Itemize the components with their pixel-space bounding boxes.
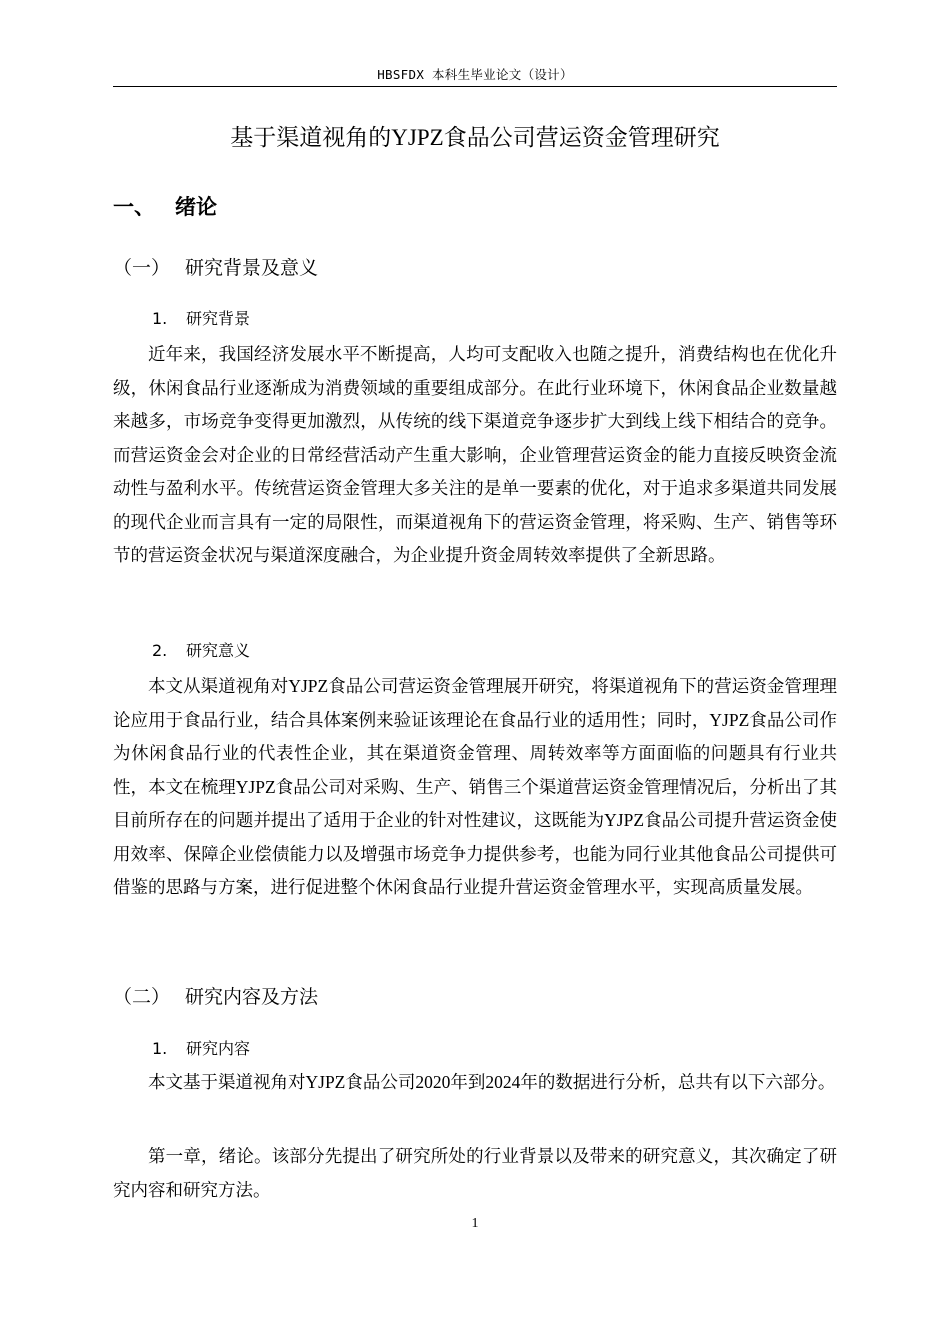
subsection-title-significance: 研究意义	[186, 641, 251, 660]
section-number-2: （二）	[113, 986, 171, 1008]
paragraph-significance: 本文从渠道视角对YJPZ食品公司营运资金管理展开研究，将渠道视角下的营运资金管理理论应用于食品行业，结合具体案例来验证该理论在食品行业的适用性；同时，YJPZ食品公司作为休闲食品行业的代表性企业，其在渠道资金管理、周转效率等方面面临的问题具有行业共性，本文在梳理YJPZ食品公司对采购、生产、销售三个渠道营运资金管理情况后，分析出了其目前所存在的问题并提出了适用于企业的针对性建议，这既能为YJPZ食品公司提升营运资金使用效率、保障企业偿债能力以及增强市场竞争力提供参考，也能为同行业其他食品公司提供可借鉴的思路与方案，进行促进整个休闲食品行业提升营运资金管理水平，实现高质量发展。	[113, 676, 837, 897]
chapter-title: 绪论	[175, 195, 217, 219]
paragraph-background: 近年来，我国经济发展水平不断提高，人均可支配收入也随之提升，消费结构也在优化升级，休闲食品行业逐渐成为消费领域的重要组成部分。在此行业环境下，休闲食品企业数量越来越多，市场竞争变得更加激烈，从传统的线下渠道竞争逐步扩大到线上线下相结合的竞争。而营运资金会对企业的日常经营活动产生重大影响，企业管理营运资金的能力直接反映资金流动性与盈利水平。传统营运资金管理大多关注的是单一要素的优化，对于追求多渠道共同发展的现代企业而言具有一定的局限性，而渠道视角下的营运资金管理，将采购、生产、销售等环节的营运资金状况与渠道深度融合，为企业提升资金周转效率提供了全新思路。	[113, 344, 837, 565]
chapter-number: 一、	[113, 195, 155, 219]
chapter-heading	[113, 190, 837, 224]
paragraph-content-intro: 本文基于渠道视角对YJPZ食品公司2020年到2024年的数据进行分析，总共有以下六部分。	[148, 1072, 836, 1092]
subsection-title-background: 研究背景	[186, 309, 251, 328]
subsection-number-content: 1.	[152, 1039, 168, 1058]
subsection-heading-background	[152, 306, 832, 332]
section-heading-2	[113, 982, 837, 1012]
subsection-heading-content	[152, 1036, 832, 1062]
page-number: 1	[471, 1216, 479, 1231]
section-heading-1	[113, 253, 837, 283]
paragraph-chapter-one: 第一章，绪论。该部分先提出了研究所处的行业背景以及带来的研究意义，其次确定了研究内容和研究方法。	[113, 1146, 837, 1200]
header-rule	[113, 86, 837, 87]
section-number-1: （一）	[113, 257, 171, 279]
subsection-number-background: 1.	[152, 309, 168, 328]
section-title-2: 研究内容及方法	[185, 986, 319, 1008]
paper-title: 基于渠道视角的YJPZ食品公司营运资金管理研究	[230, 125, 720, 150]
subsection-number-significance: 2.	[152, 641, 168, 660]
section-title-1: 研究背景及意义	[185, 257, 319, 279]
running-header: HBSFDX 本科生毕业论文（设计）	[377, 67, 573, 82]
subsection-heading-significance	[152, 638, 832, 664]
subsection-title-content: 研究内容	[186, 1039, 251, 1058]
